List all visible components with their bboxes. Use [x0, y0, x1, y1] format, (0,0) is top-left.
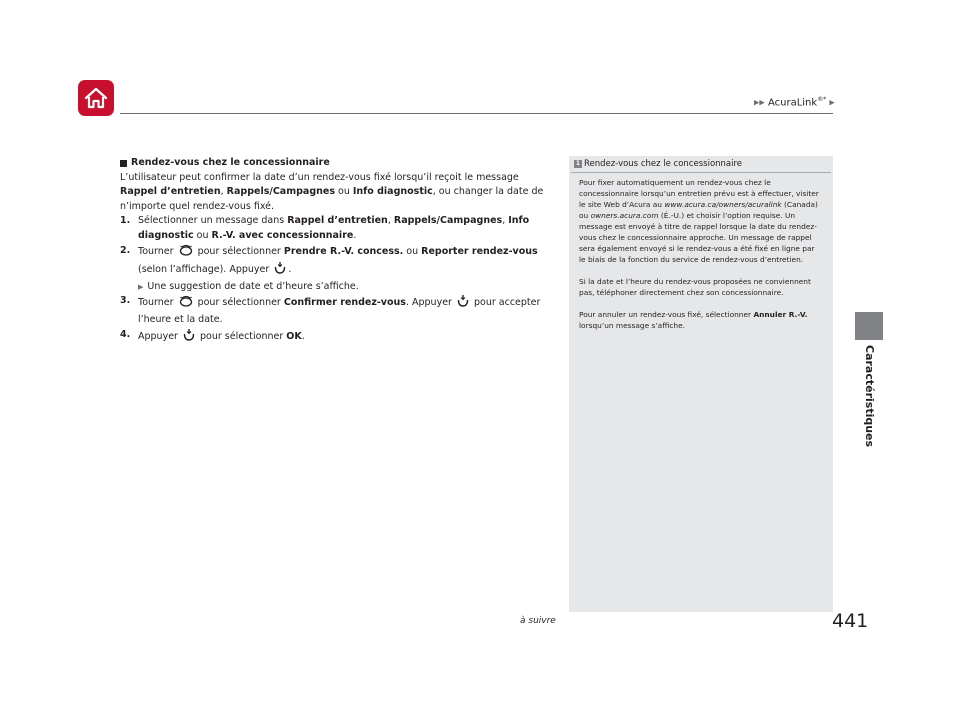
note-link-text[interactable]: owners.acura.com	[590, 211, 659, 220]
text-run: pour sélectionner	[194, 245, 284, 257]
breadcrumb	[754, 96, 835, 108]
text-run: ,	[220, 186, 227, 198]
text-run: pour sélectionner	[196, 330, 287, 342]
bold-term: Info diagnostic	[138, 215, 530, 241]
note-paragraph	[579, 276, 823, 298]
enter-button-icon	[457, 294, 469, 313]
text-run: ou	[334, 186, 353, 198]
note-heading	[571, 156, 831, 173]
step-number: 4.	[120, 328, 131, 340]
breadcrumb-marks: ®*	[817, 96, 827, 103]
note-text-run: Pour annuler un rendez-vous fixé, sélectionner	[579, 310, 754, 319]
home-button[interactable]	[78, 80, 114, 116]
step-text	[138, 328, 556, 347]
bold-term: Confirmer rendez-vous	[283, 297, 406, 309]
note-title: Rendez-vous chez le concessionnaire	[584, 159, 743, 169]
text-run: .	[353, 229, 357, 241]
text-run: pour sélectionner	[194, 297, 284, 309]
step-item	[120, 244, 556, 280]
note-text-run: lorsqu’un message s’affiche.	[579, 321, 685, 330]
step-item	[120, 294, 556, 327]
text-run: .	[301, 330, 305, 342]
note-text-run: (É.-U.) et choisir l’option requise. Un message est envoyé à titre de rappel lorsque la date du rendez-vous chez le concessionnaire approche. Un message de rappel sera également envoyé si le rendez-vous a été fixé en ligne par le biais de la fonction du service de rendez-vous d’entretien.	[579, 211, 817, 264]
header-rule	[120, 113, 833, 114]
step-text	[138, 294, 556, 327]
enter-button-icon	[274, 261, 286, 280]
text-run: ou	[403, 245, 422, 257]
step-result	[138, 280, 556, 295]
enter-button-icon	[183, 328, 195, 347]
text-run: Tourner	[138, 297, 177, 309]
note-text-run: (Canada) ou	[579, 200, 818, 220]
bold-term: Info diagnostic	[352, 186, 433, 198]
bold-term: R.-V. avec concessionnaire	[211, 229, 354, 241]
breadcrumb-arrow-icon: ▶	[829, 98, 835, 107]
text-run: ou	[193, 229, 212, 241]
home-icon	[83, 86, 109, 110]
step-number: 2.	[120, 244, 131, 256]
bold-term: Rappel d’entretien	[287, 215, 388, 227]
step-item	[120, 214, 556, 243]
note-paragraph	[579, 177, 823, 265]
intro-paragraph	[120, 171, 556, 215]
result-arrow-icon: ▶	[138, 282, 144, 291]
sidebar-note	[569, 156, 833, 612]
continued-label: à suivre	[520, 616, 556, 626]
section-heading	[120, 156, 556, 171]
page-number: 441	[832, 610, 869, 632]
bold-term: OK	[286, 330, 302, 342]
bold-term: Rappels/Campagnes	[393, 215, 503, 227]
note-bold-term: Annuler R.-V.	[753, 310, 808, 319]
main-content	[120, 156, 556, 346]
text-run: , ou changer la date de n’importe quel rendez-vous fixé.	[120, 186, 544, 212]
text-run: .	[288, 264, 292, 276]
bold-term: Reporter rendez-vous	[421, 245, 538, 257]
step-number: 3.	[120, 295, 131, 307]
text-run: pour accepter l’heure et la date.	[138, 297, 541, 325]
text-run: L’utilisateur peut confirmer la date d’un rendez-vous fixé lorsqu’il reçoit le message	[120, 171, 519, 183]
text-run: Tourner	[138, 245, 177, 257]
bold-term: Rappels/Campagnes	[226, 186, 335, 198]
steps-list	[120, 214, 556, 346]
section-square-icon	[120, 160, 127, 167]
text-run: ,	[387, 215, 394, 227]
note-body	[569, 173, 833, 331]
text-run: Sélectionner un message dans	[138, 215, 288, 227]
text-run: ,	[502, 215, 509, 227]
side-tab[interactable]	[855, 312, 883, 340]
note-link-text[interactable]: www.acura.ca/owners/acuralink	[664, 200, 782, 209]
note-paragraph	[579, 309, 823, 331]
interface-dial-icon	[179, 295, 193, 313]
step-text	[138, 244, 556, 280]
note-text-run: Si la date et l’heure du rendez-vous proposées ne conviennent pas, téléphoner directement chez son concessionnaire.	[579, 277, 811, 297]
step-text	[138, 214, 556, 243]
text-run: . Appuyer	[405, 297, 455, 309]
section-title: Rendez-vous chez le concessionnaire	[131, 157, 330, 168]
side-tab-label: Caractéristiques	[863, 345, 876, 448]
breadcrumb-label[interactable]: AcuraLink	[767, 97, 818, 109]
step-item	[120, 328, 556, 347]
text-run: (selon l’affichage). Appuyer	[138, 264, 273, 276]
note-marker: 1	[575, 160, 581, 167]
bold-term: Rappel d’entretien	[120, 186, 221, 198]
interface-dial-icon	[179, 244, 193, 262]
text-run: Appuyer	[138, 330, 181, 342]
step-result-text: Une suggestion de date et d’heure s’affiche.	[147, 280, 359, 292]
note-text-run: Pour fixer automatiquement un rendez-vous chez le concessionnaire lorsqu’un entretien prévu est à effectuer, visiter le site Web d’Acura au	[579, 178, 819, 209]
bold-term: Prendre R.-V. concess.	[283, 245, 404, 257]
step-number: 1.	[120, 215, 131, 227]
breadcrumb-arrow-icon: ▶▶	[754, 98, 765, 107]
